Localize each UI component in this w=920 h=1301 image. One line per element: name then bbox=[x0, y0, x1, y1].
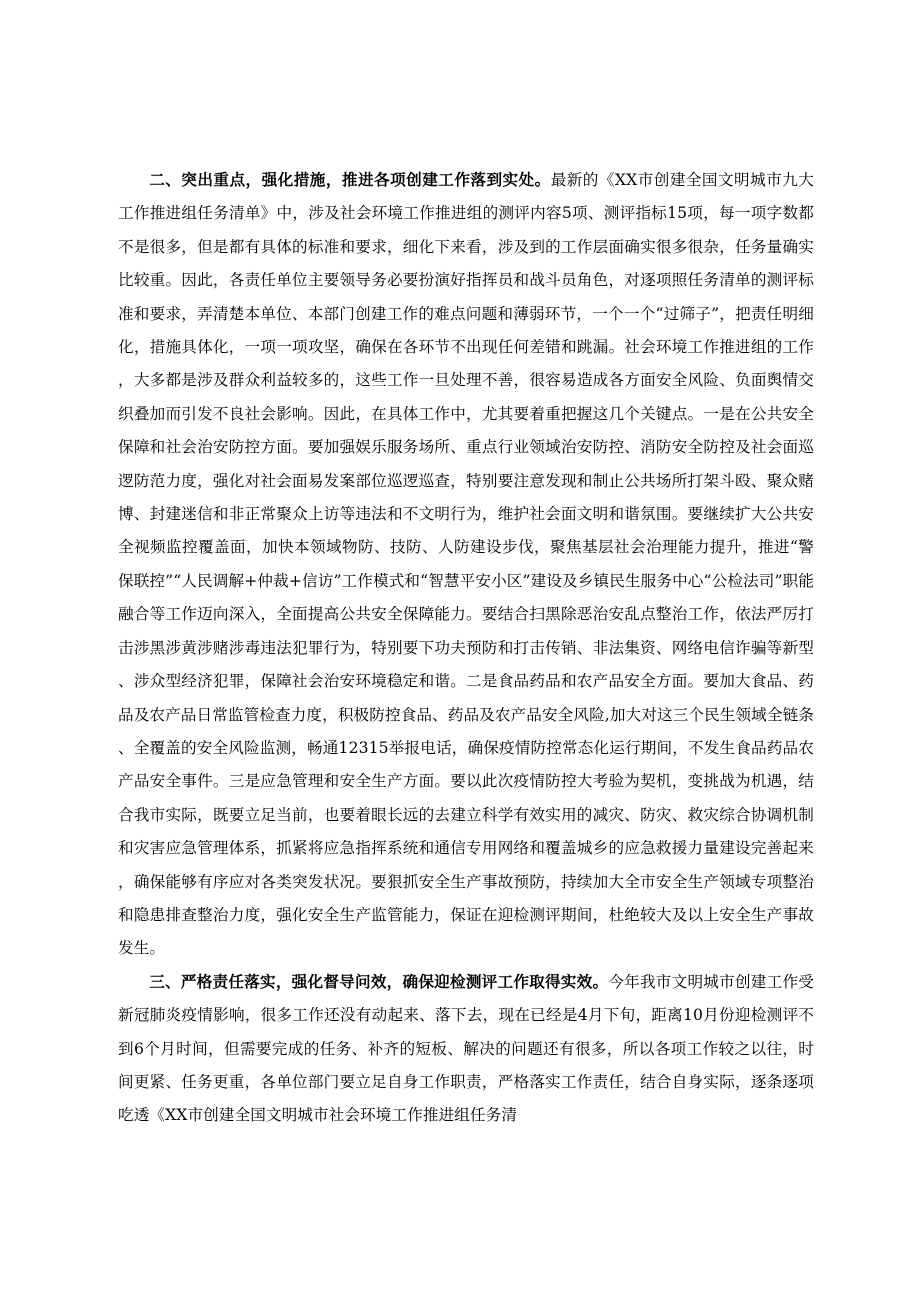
document-page bbox=[118, 164, 814, 1133]
paragraph-section-two bbox=[118, 164, 814, 966]
section-three-heading: 三、严格责任落实，强化督导问效，确保迎检测评工作取得实效。 bbox=[149, 972, 609, 991]
section-two-heading: 二、突出重点，强化措施，推进各项创建工作落到实处。 bbox=[149, 171, 551, 189]
section-two-body: 最新的《XX市创建全国文明城市九大工作推进组任务清单》中，涉及社会环境工作推进组的测评内容5项、测评指标15项，每一项字数都不是很多，但是都有具体的标准和要求，细化下来看，涉及到的工作层面确实很多很杂，任务量确实比较重。因此，各责任单位主要领导务必要扮演好指挥员和战斗员角色，对逐项照任务清单的测评标准和要求，弄清楚本单位、本部门创建工作的难点问题和薄弱环节，一个一个“过筛子”，把责任明细化，措施具体化，一项一项攻坚，确保在各环节不出现任何差错和跳漏。社会环境工作推进组的工作，大多都是涉及群众利益较多的，这些工作一旦处理不善，很容易造成各方面安全风险、负面舆情交织叠加而引发不良社会影响。因此，在具体工作中，尤其要着重把握这几个关键点。一是在公共安全保障和社会治安防控方面。要加强娱乐服务场所、重点行业领域治安防控、消防安全防控及社会面巡逻防范力度，强化对社会面易发案部位巡逻巡查，特别要注意发现和制止公共场所打架斗殴、聚众赌博、封建迷信和非正常聚众上访等违法和不文明行为，维护社会面文明和谐氛围。要继续扩大公共安全视频监控覆盖面，加快本领域物防、技防、人防建设步伐，聚焦基层社会治理能力提升，推进“警保联控”“人民调解+仲裁+信访”工作模式和“智慧平安小区”建设及乡镇民生服务中心“公检法司”职能融合等工作迈向深入，全面提高公共安全保障能力。要结合扫黑除恶治安乱点整治工作，依法严厉打击涉黑涉黄涉赌涉毒违法犯罪行为，特别要下功夫预防和打击传销、非法集资、网络电信诈骗等新型、涉众型经济犯罪，保障社会治安环境稳定和谐。二是食品药品和农产品安全方面。要加大食品、药品及农产品日常监管检查力度，积极防控食品、药品及农产品安全风险,加大对这三个民生领域全链条、全覆盖的安全风险监测，畅通12315举报电话，确保疫情防控常态化运行期间，不发生食品药品农产品安全事件。三是应急管理和安全生产方面。要以此次疫情防控大考验为契机，变挑战为机遇，结合我市实际，既要立足当前，也要着眼长远的去建立科学有效实用的减灾、防灾、救灾综合协调机制和灾害应急管理体系，抓紧将应急指挥系统和通信专用网络和覆盖城乡的应急救援力量建设完善起来，确保能够有序应对各类突发状况。要狠抓安全生产事故预防，持续加大全市安全生产领域专项整治和隐患排查整治力度，强化安全生产监管能力，保证在迎检测评期间，杜绝较大及以上安全生产事故发生。 bbox=[118, 171, 814, 958]
paragraph-section-three bbox=[118, 966, 814, 1133]
section-three-body: 今年我市文明城市创建工作受新冠肺炎疫情影响，很多工作还没有动起来、落下去，现在已经是4月下旬，距离10月份迎检测评不到6个月时间，但需要完成的任务、补齐的短板、解决的问题还有很多，所以各项工作较之以往，时间更紧、任务更重，各单位部门要立足自身工作职责，严格落实工作责任，结合自身实际，逐条逐项吃透《XX市创建全国文明城市社会环境工作推进组任务清 bbox=[118, 972, 814, 1125]
